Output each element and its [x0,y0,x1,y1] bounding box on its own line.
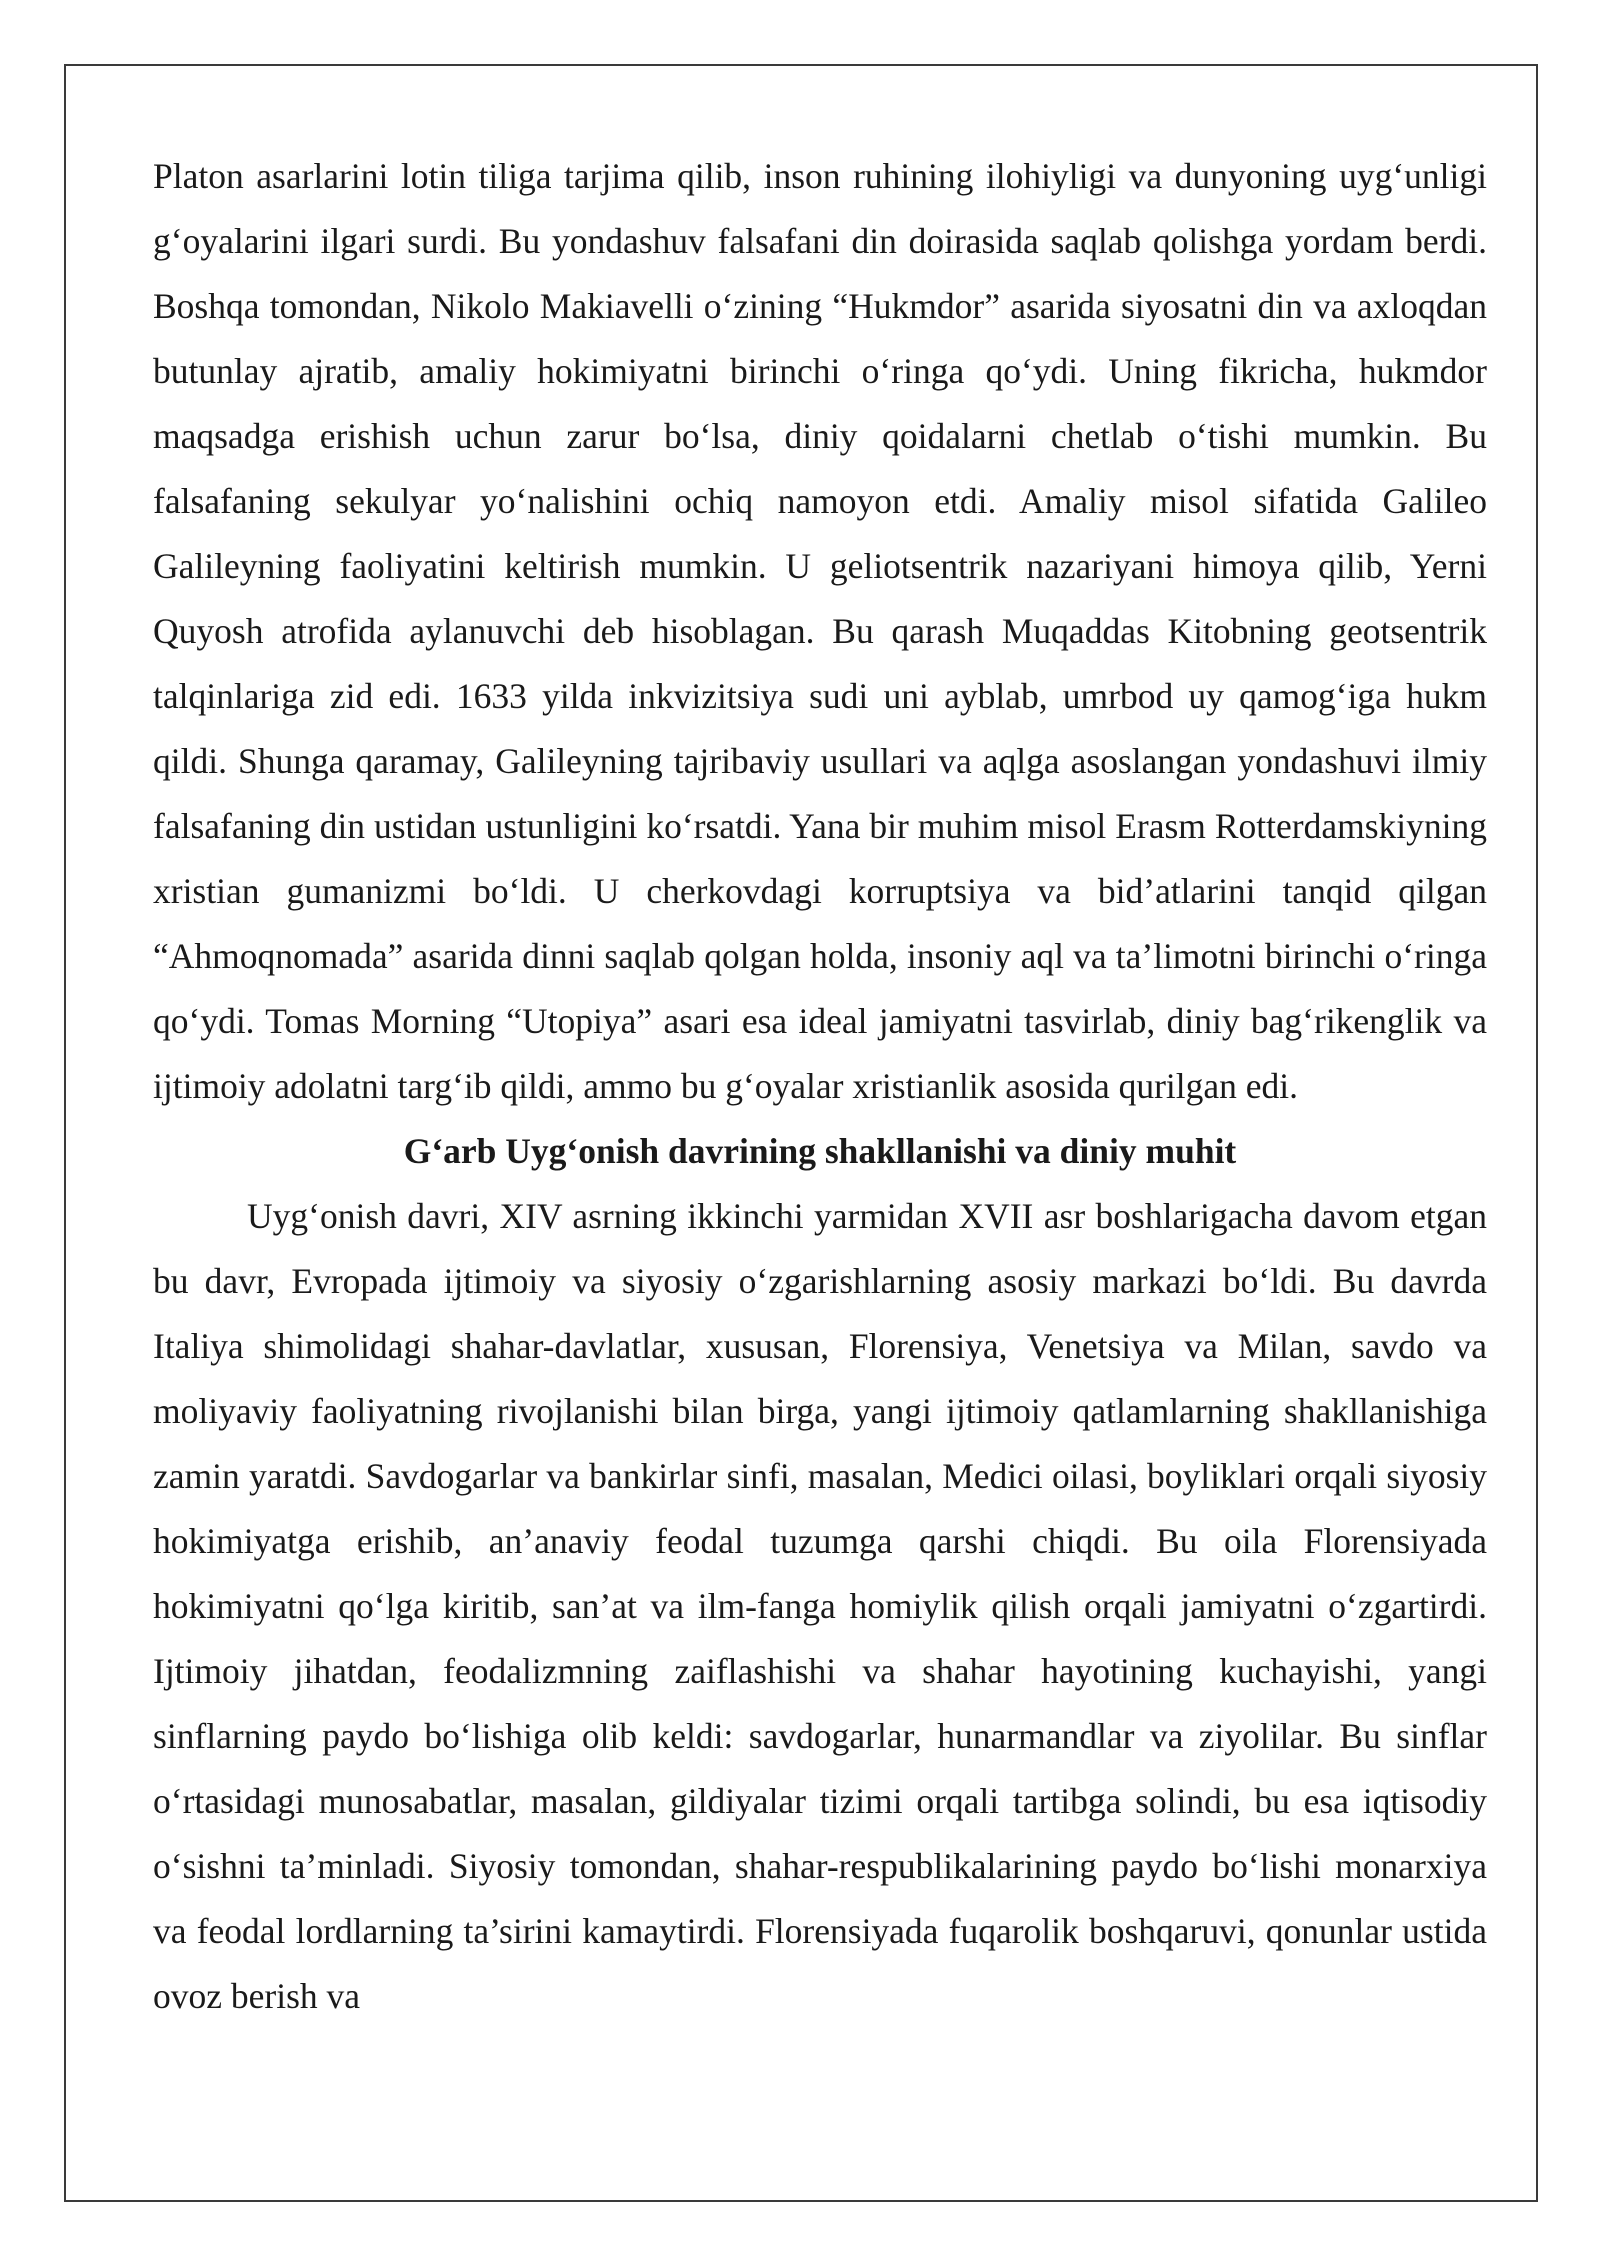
document-body [153,144,1487,2029]
body-paragraph: Platon asarlarini lotin tiliga tarjima qilib, inson ruhining ilohiyligi va dunyoning uyg‘unligi g‘oyalarini ilgari surdi. Bu yondashuv falsafani din doirasida saqlab qolishga yordam berdi. Boshqa tomondan, Nikolo Makiavelli o‘zining “Hukmdor” asarida siyosatni din va axloqdan butunlay ajratib, amaliy hokimiyatni birinchi o‘ringa qo‘ydi. Uning fikricha, hukmdor maqsadga erishish uchun zarur bo‘lsa, diniy qoidalarni chetlab o‘tishi mumkin. Bu falsafaning sekulyar yo‘nalishini ochiq namoyon etdi. Amaliy misol sifatida Galileo Galileyning faoliyatini keltirish mumkin. U geliotsentrik nazariyani himoya qilib, Yerni Quyosh atrofida aylanuvchi deb hisoblagan. Bu qarash Muqaddas Kitobning geotsentrik talqinlariga zid edi. 1633 yilda inkvizitsiya sudi uni ayblab, umrbod uy qamog‘iga hukm qildi. Shunga qaramay, Galileyning tajribaviy usullari va aqlga asoslangan yondashuvi ilmiy falsafaning din ustidan ustunligini ko‘rsatdi. Yana bir muhim misol Erasm Rotterdamskiyning xristian gumanizmi bo‘ldi. U cherkovdagi korruptsiya va bid’atlarini tanqid qilgan “Ahmoqnomada” asarida dinni saqlab qolgan holda, insoniy aql va ta’limotni birinchi o‘ringa qo‘ydi. Tomas Morning “Utopiya” asari esa ideal jamiyatni tasvirlab, diniy bag‘rikenglik va ijtimoiy adolatni targ‘ib qildi, ammo bu g‘oyalar xristianlik asosida qurilgan edi. [153,156,1487,1106]
section-heading: G‘arb Uyg‘onish davrining shakllanishi va diniy muhit [403,1131,1237,1171]
body-paragraph: Uyg‘onish davri, XIV asrning ikkinchi yarmidan XVII asr boshlarigacha davom etgan bu davr, Evropada ijtimoiy va siyosiy o‘zgarishlarning asosiy markazi bo‘ldi. Bu davrda Italiya shimolidagi shahar-davlatlar, xususan, Florensiya, Venetsiya va Milan, savdo va moliyaviy faoliyatning rivojlanishi bilan birga, yangi ijtimoiy qatlamlarning shakllanishiga zamin yaratdi. Savdogarlar va bankirlar sinfi, masalan, Medici oilasi, boyliklari orqali siyosiy hokimiyatga erishib, an’anaviy feodal tuzumga qarshi chiqdi. Bu oila Florensiyada hokimiyatni qo‘lga kiritib, san’at va ilm-fanga homiylik qilish orqali jamiyatni o‘zgartirdi. Ijtimoiy jihatdan, feodalizmning zaiflashishi va shahar hayotining kuchayishi, yangi sinflarning paydo bo‘lishiga olib keldi: savdogarlar, hunarmandlar va ziyolilar. Bu sinflar o‘rtasidagi munosabatlar, masalan, gildiyalar tizimi orqali tartibga solindi, bu esa iqtisodiy o‘sishni ta’minladi. Siyosiy tomondan, shahar-respublikalarining paydo bo‘lishi monarxiya va feodal lordlarning ta’sirini kamaytirdi. Florensiyada fuqarolik boshqaruvi, qonunlar ustida ovoz berish va [153,1196,1487,2016]
